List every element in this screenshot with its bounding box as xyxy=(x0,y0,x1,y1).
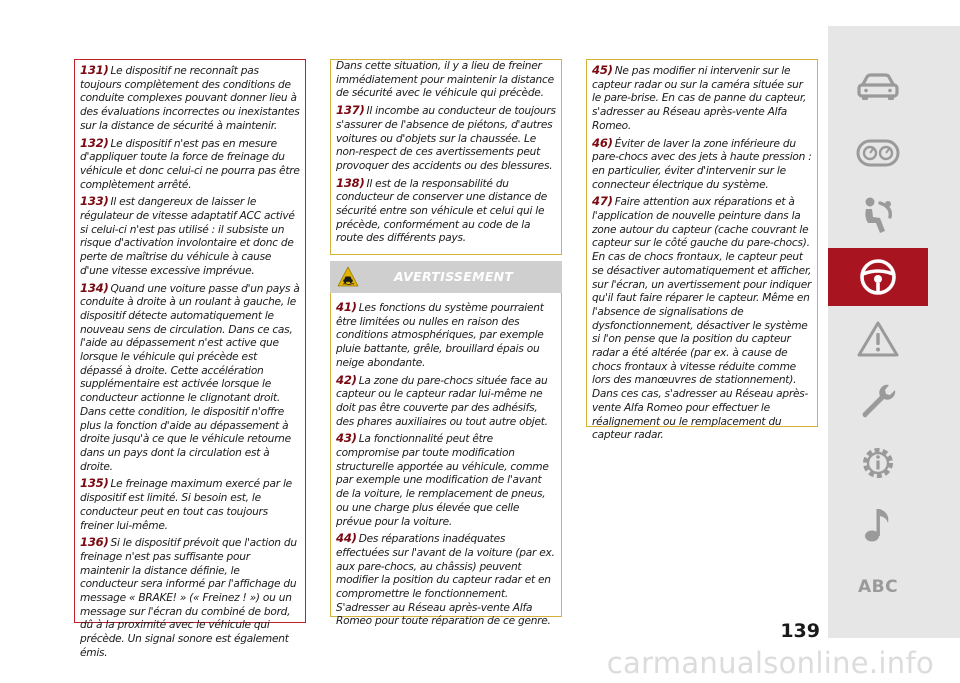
note-text: Faire attention aux réparations et à l'application de nouvelle peinture dans la zone autour du capteur (cache couvrant le capteur sur le côté gauche du pare-chocs). En cas de chocs frontaux, le capteur peut se désactiver automatiquement et afficher, sur l'écran, un avertissement pour indiquer qu'il faut faire réparer le capteur. Même en l'absence de signalisations de dysfonctionnement, désactiver le système si l'on pense que la position du capteur radar a été altérée (par ex. à cause de chocs frontaux à vitesse réduite comme lors des manœuvres de stationnement). Dans ces cas, s'adresser au Réseau après-vente Alfa Romeo pour effectuer le réalignement ou le remplacement du capteur radar. xyxy=(592,196,812,442)
note-text: Des réparations inadéquates effectuées sur l'avant de la voiture (par ex. aux pare-chocs, au châssis) peuvent modifier la position du capteur radar et en compromettre le fonctionnement. S'adresser au Réseau après-vente Alfa Romeo pour toute réparation de ce genre. xyxy=(336,533,555,628)
sidebar-item-car[interactable] xyxy=(828,58,928,116)
note-text: Le dispositif n'est pas en mesure d'appliquer toute la force de freinage du véhicule et donc celui-ci ne pourra pas être complètement arrêté. xyxy=(80,137,300,191)
page-number: 139 xyxy=(780,620,820,642)
note-paragraph xyxy=(592,195,812,443)
note-text: Les fonctions du système pourraient être limitées ou nulles en raison des conditions atmosphériques, par exemple pluie battante, grêle, brouillard épais ou neige abondante. xyxy=(336,302,544,369)
skidding-car-warning-icon xyxy=(337,266,359,288)
sidebar-item-multimedia[interactable] xyxy=(828,496,928,554)
sidebar-item-maintenance[interactable] xyxy=(828,372,928,430)
note-paragraph xyxy=(80,64,300,134)
note-text: Il est dangereux de laisser le régulateur de vitesse adaptatif ACC activé si celui-ci n'est pas utilisé : il subsiste un risque d'activation involontaire et donc de perte de maîtrise du véhicule à cause d'une vitesse excessive imprévue. xyxy=(80,196,295,277)
chapter-sidebar xyxy=(828,26,960,638)
seat-airbag-icon xyxy=(858,195,898,235)
notes-box-column-3 xyxy=(586,59,818,442)
note-paragraph xyxy=(80,195,300,278)
note-number: 47) xyxy=(592,194,613,209)
steering-wheel-icon xyxy=(858,257,898,297)
note-paragraph xyxy=(336,432,556,529)
note-number: 137) xyxy=(336,103,365,118)
note-paragraph xyxy=(80,137,300,193)
abc-index-label: ABC xyxy=(857,577,899,597)
warning-triangle-icon xyxy=(856,320,900,358)
note-number: 44) xyxy=(336,531,357,546)
sidebar-item-index[interactable] xyxy=(828,558,928,616)
note-number: 134) xyxy=(80,280,109,295)
sidebar-item-dashboard[interactable] xyxy=(828,124,928,182)
warning-header xyxy=(330,261,562,293)
notes-box-column-1 xyxy=(74,59,306,659)
note-text: Éviter de laver la zone inférieure du pare-chocs avec des jets à haute pression : en particulier, éviter d'intervenir sur le connecteur électrique du système. xyxy=(592,137,812,191)
wrench-icon xyxy=(858,381,898,421)
note-paragraph xyxy=(592,64,812,134)
note-number: 45) xyxy=(592,63,613,77)
note-paragraph xyxy=(336,104,556,174)
dashboard-gauges-icon xyxy=(856,139,900,167)
sidebar-item-emergency[interactable] xyxy=(828,310,928,368)
note-paragraph xyxy=(336,532,556,629)
note-text: Si le dispositif prévoit que l'action du freinage n'est pas suffisante pour maintenir la distance définie, le conducteur sera informé par l'affichage du message « BRAKE! » (« Freinez ! ») ou un message sur l'écran du combiné de bord, dû à la proximité avec le véhicule qui précède. Un signal sonore est également émis. xyxy=(80,537,297,659)
sidebar-item-driving[interactable] xyxy=(828,248,928,306)
warning-title: AVERTISSEMENT xyxy=(394,269,514,284)
note-text: La fonctionnalité peut être compromise par toute modification structurelle apportée au véhicule, comme par exemple une modification de l'avant de la voiture, le remplacement de pneus, ou une charge plus élevée que celle prévue pour la voiture. xyxy=(336,433,549,528)
note-paragraph xyxy=(80,282,300,475)
note-paragraph xyxy=(336,301,556,371)
watermark: carmanualsonline.info xyxy=(606,646,934,680)
car-icon xyxy=(856,72,900,102)
note-paragraph xyxy=(336,177,556,247)
note-number: 138) xyxy=(336,175,365,190)
note-paragraph xyxy=(336,374,556,430)
note-paragraph xyxy=(80,536,300,660)
sidebar-item-technical-data[interactable] xyxy=(828,434,928,492)
sidebar-item-safety[interactable] xyxy=(828,186,928,244)
note-text: Le freinage maximum exercé par le dispositif est limité. Si besoin est, le conducteur peut en tout cas toujours freiner lui-même. xyxy=(80,478,292,532)
warning-box xyxy=(330,293,562,628)
note-number: 136) xyxy=(80,535,109,550)
music-note-icon xyxy=(861,505,895,545)
info-gear-icon xyxy=(858,443,898,483)
note-number: 132) xyxy=(80,135,109,150)
note-number: 42) xyxy=(336,372,357,387)
note-text: Il incombe au conducteur de toujours s'assurer de l'absence de piétons, d'autres voitures ou d'objets sur la chaussée. Le non-respect de ces avertissements peut provoquer des accidents ou des blessures. xyxy=(336,105,556,172)
note-text: Il est de la responsabilité du conducteur de conserver une distance de sécurité entre son véhicule et celui qui le précède, conformément au code de la route des différents pays. xyxy=(336,177,547,245)
notes-box-column-2 xyxy=(330,59,562,255)
note-text: Quand une voiture passe d'un pays à conduite à droite à un roulant à gauche, le dispositif détecte automatiquement le nouveau sens de circulation. Dans ce cas, l'aide au dépassement n'est active que lorsque le véhicule qui précède est dépassé à droite. Cette accélération supplémentaire est activée lorsque le conducteur actionne le clignotant droit. Dans cette condition, le dispositif n'offre plus la fonction d'aide au dépassement à droite jusqu'à ce que le véhicule retourne dans un pays dont la circulation est à droite. xyxy=(80,282,300,473)
note-number: 131) xyxy=(80,63,109,77)
note-number: 43) xyxy=(336,431,357,446)
note-text: La zone du pare-chocs située face au capteur ou le capteur radar lui-même ne doit pas être couverte par des adhésifs, des phares auxiliaires ou tout autre objet. xyxy=(336,374,548,428)
note-number: 133) xyxy=(80,194,109,209)
note-text: Dans cette situation, il y a lieu de freiner immédiatement pour maintenir la distance de sécurité avec le véhicule qui précède. xyxy=(336,60,554,100)
note-text: Le dispositif ne reconnaît pas toujours complètement des conditions de conduite complexes pouvant donner lieu à des évaluations incorrectes ou inexistantes sur la distance de sécurité à maintenir. xyxy=(80,65,300,132)
note-number: 135) xyxy=(80,476,109,491)
note-paragraph xyxy=(592,137,812,193)
note-number: 46) xyxy=(592,135,613,150)
note-number: 41) xyxy=(336,300,357,314)
note-paragraph xyxy=(80,477,300,533)
note-paragraph xyxy=(336,60,556,101)
note-text: Ne pas modifier ni intervenir sur le capteur radar ou sur la caméra située sur le pare-brise. En cas de panne du capteur, s'adresser au Réseau après-vente Alfa Romeo. xyxy=(592,65,807,132)
